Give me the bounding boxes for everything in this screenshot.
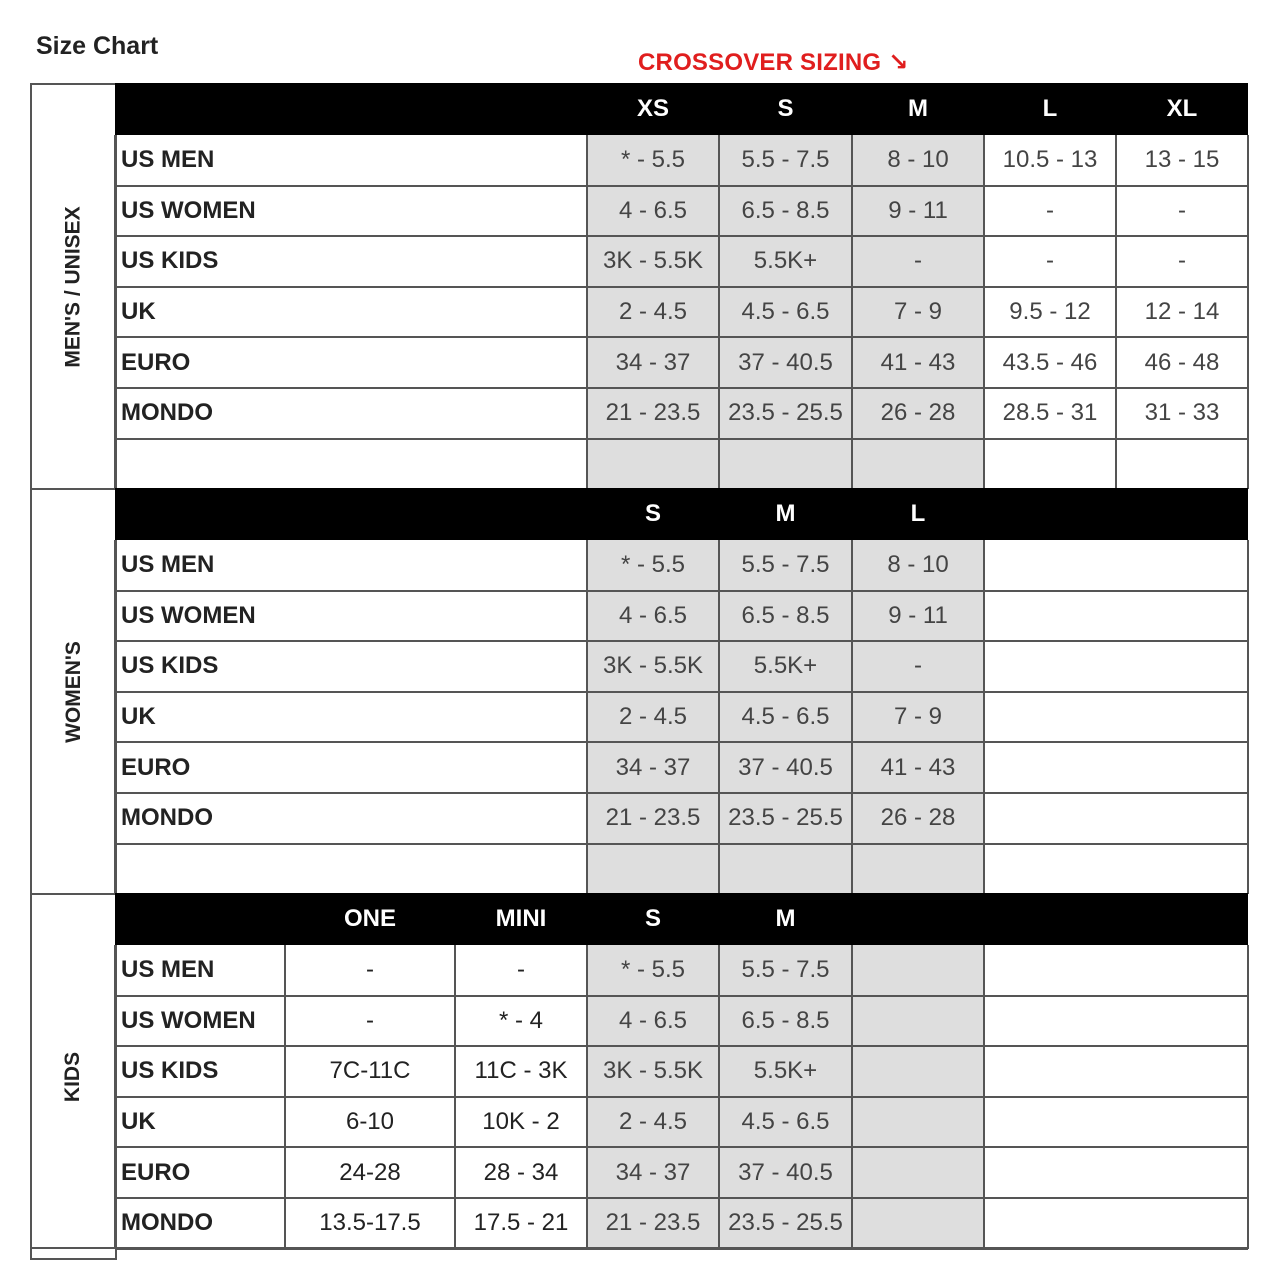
column-divider (586, 540, 588, 894)
column-divider (1115, 135, 1117, 489)
column-divider (983, 540, 985, 894)
size-value: 13.5-17.5 (319, 1209, 421, 1237)
size-header: S (644, 500, 661, 527)
size-value: 5.5 - 7.5 (741, 146, 830, 174)
size-value: * - 5.5 (620, 146, 686, 174)
column-divider (454, 945, 456, 1249)
size-value: 8 - 10 (887, 146, 949, 174)
column-divider (718, 135, 720, 489)
row-label: US KIDS (121, 1057, 219, 1085)
row-label: US KIDS (121, 247, 219, 275)
size-header: L (1042, 95, 1058, 122)
size-value: 9.5 - 12 (1009, 298, 1091, 326)
row-label: UK (121, 1108, 156, 1136)
row-label: US MEN (121, 551, 215, 579)
size-value: 46 - 48 (1144, 348, 1220, 376)
size-value: 4 - 6.5 (618, 1006, 688, 1034)
section-label-text: WOMEN'S (61, 640, 85, 743)
section-label-text: KIDS (61, 1051, 85, 1102)
size-value: 6-10 (345, 1108, 395, 1136)
row-label: EURO (121, 348, 191, 376)
size-value: 28 - 34 (483, 1158, 559, 1186)
size-value: - (1046, 247, 1054, 275)
size-value: 43.5 - 46 (1002, 348, 1098, 376)
column-divider (983, 945, 985, 1249)
column-divider (114, 540, 116, 894)
size-value: 10K - 2 (482, 1108, 560, 1136)
size-value: 3K - 5.5K (602, 1057, 704, 1085)
size-value: 10.5 - 13 (1002, 146, 1098, 174)
size-value: 26 - 28 (880, 804, 956, 832)
size-value: 4 - 6.5 (618, 601, 688, 629)
size-value: 4.5 - 6.5 (741, 1108, 830, 1136)
column-divider (114, 945, 116, 1249)
size-header: M (775, 500, 796, 527)
size-value: 37 - 40.5 (738, 348, 833, 376)
page-title: Size Chart (36, 32, 159, 60)
size-value: 6.5 - 8.5 (741, 1006, 830, 1034)
size-header: S (644, 905, 661, 932)
column-divider (718, 540, 720, 894)
section-label (30, 488, 117, 895)
size-value: 7 - 9 (893, 298, 943, 326)
column-divider (114, 135, 116, 489)
size-value: 6.5 - 8.5 (741, 196, 830, 224)
row-label: MONDO (121, 1209, 213, 1237)
size-value: - (517, 956, 525, 984)
size-value: 41 - 43 (880, 348, 956, 376)
column-divider (1247, 945, 1249, 1249)
column-divider (851, 945, 853, 1249)
size-header: S (777, 95, 794, 122)
row-label: UK (121, 298, 156, 326)
size-value: 23.5 - 25.5 (728, 399, 843, 427)
size-header: XS (636, 95, 669, 122)
size-value: 9 - 11 (888, 601, 948, 629)
size-value: 5.5 - 7.5 (741, 956, 830, 984)
size-value: 4 - 6.5 (618, 196, 688, 224)
size-value: 7C-11C (329, 1057, 411, 1085)
column-divider (1247, 540, 1249, 894)
row-label: US KIDS (121, 652, 219, 680)
section-label-text: MEN'S / UNISEX (61, 205, 85, 368)
size-value: 21 - 23.5 (605, 1209, 701, 1237)
section-label (30, 83, 117, 490)
size-value: 3K - 5.5K (602, 652, 704, 680)
size-value: 34 - 37 (615, 348, 691, 376)
size-header: MINI (495, 905, 547, 932)
size-value: - (1178, 196, 1186, 224)
size-value: 2 - 4.5 (618, 298, 688, 326)
column-divider (586, 945, 588, 1249)
row-divider (115, 843, 1248, 845)
row-label: MONDO (121, 804, 213, 832)
size-value: 5.5K+ (753, 247, 818, 275)
size-value: * - 4 (498, 1006, 543, 1034)
size-value: - (1178, 247, 1186, 275)
row-label: US MEN (121, 146, 215, 174)
size-value: * - 5.5 (620, 956, 686, 984)
size-header: M (775, 905, 796, 932)
size-value: 23.5 - 25.5 (728, 804, 843, 832)
size-value: 11C - 3K (474, 1057, 568, 1085)
column-divider (1247, 135, 1249, 489)
column-divider (983, 135, 985, 489)
size-value: 3K - 5.5K (602, 247, 704, 275)
size-value: 7 - 9 (893, 703, 943, 731)
row-label: EURO (121, 753, 191, 781)
size-value: 12 - 14 (1144, 298, 1220, 326)
size-value: 2 - 4.5 (618, 703, 688, 731)
row-label: MONDO (121, 399, 213, 427)
row-label: UK (121, 703, 156, 731)
size-value: 37 - 40.5 (738, 1158, 833, 1186)
size-value: - (914, 247, 922, 275)
size-value: 4.5 - 6.5 (741, 298, 830, 326)
size-value: 5.5K+ (753, 1057, 818, 1085)
size-value: 24-28 (339, 1158, 401, 1186)
size-value: 37 - 40.5 (738, 753, 833, 781)
size-value: - (914, 652, 922, 680)
size-value: 28.5 - 31 (1002, 399, 1098, 427)
table-bottom-border (30, 1247, 1248, 1249)
size-value: 26 - 28 (880, 399, 956, 427)
size-value: 8 - 10 (887, 551, 949, 579)
column-divider (718, 945, 720, 1249)
column-divider (851, 540, 853, 894)
row-label: US WOMEN (121, 196, 256, 224)
size-value: - (1046, 196, 1054, 224)
size-header: L (910, 500, 926, 527)
size-value: - (366, 956, 374, 984)
row-label: US WOMEN (121, 1006, 256, 1034)
size-value: * - 5.5 (620, 551, 686, 579)
size-value: 9 - 11 (888, 196, 948, 224)
column-divider (284, 945, 286, 1249)
size-header: M (908, 95, 928, 122)
size-header: XL (1166, 95, 1198, 122)
size-value: 21 - 23.5 (605, 804, 701, 832)
row-divider (115, 438, 1248, 440)
size-value: - (366, 1006, 374, 1034)
crossover-sizing-note: CROSSOVER SIZING ↘ (638, 49, 909, 76)
row-label: EURO (121, 1158, 191, 1186)
column-divider (586, 135, 588, 489)
size-value: 2 - 4.5 (618, 1108, 688, 1136)
column-divider (851, 135, 853, 489)
size-value: 13 - 15 (1144, 146, 1220, 174)
size-value: 5.5 - 7.5 (741, 551, 830, 579)
size-value: 21 - 23.5 (605, 399, 701, 427)
size-value: 34 - 37 (615, 753, 691, 781)
size-value: 23.5 - 25.5 (728, 1209, 843, 1237)
size-value: 4.5 - 6.5 (741, 703, 830, 731)
size-value: 5.5K+ (753, 652, 818, 680)
size-value: 6.5 - 8.5 (741, 601, 830, 629)
size-value: 31 - 33 (1144, 399, 1220, 427)
row-label: US MEN (121, 956, 215, 984)
size-value: 17.5 - 21 (473, 1209, 569, 1237)
size-value: 41 - 43 (880, 753, 956, 781)
section-label (30, 893, 117, 1260)
row-label: US WOMEN (121, 601, 256, 629)
size-value: 34 - 37 (615, 1158, 691, 1186)
size-header: ONE (343, 905, 396, 932)
